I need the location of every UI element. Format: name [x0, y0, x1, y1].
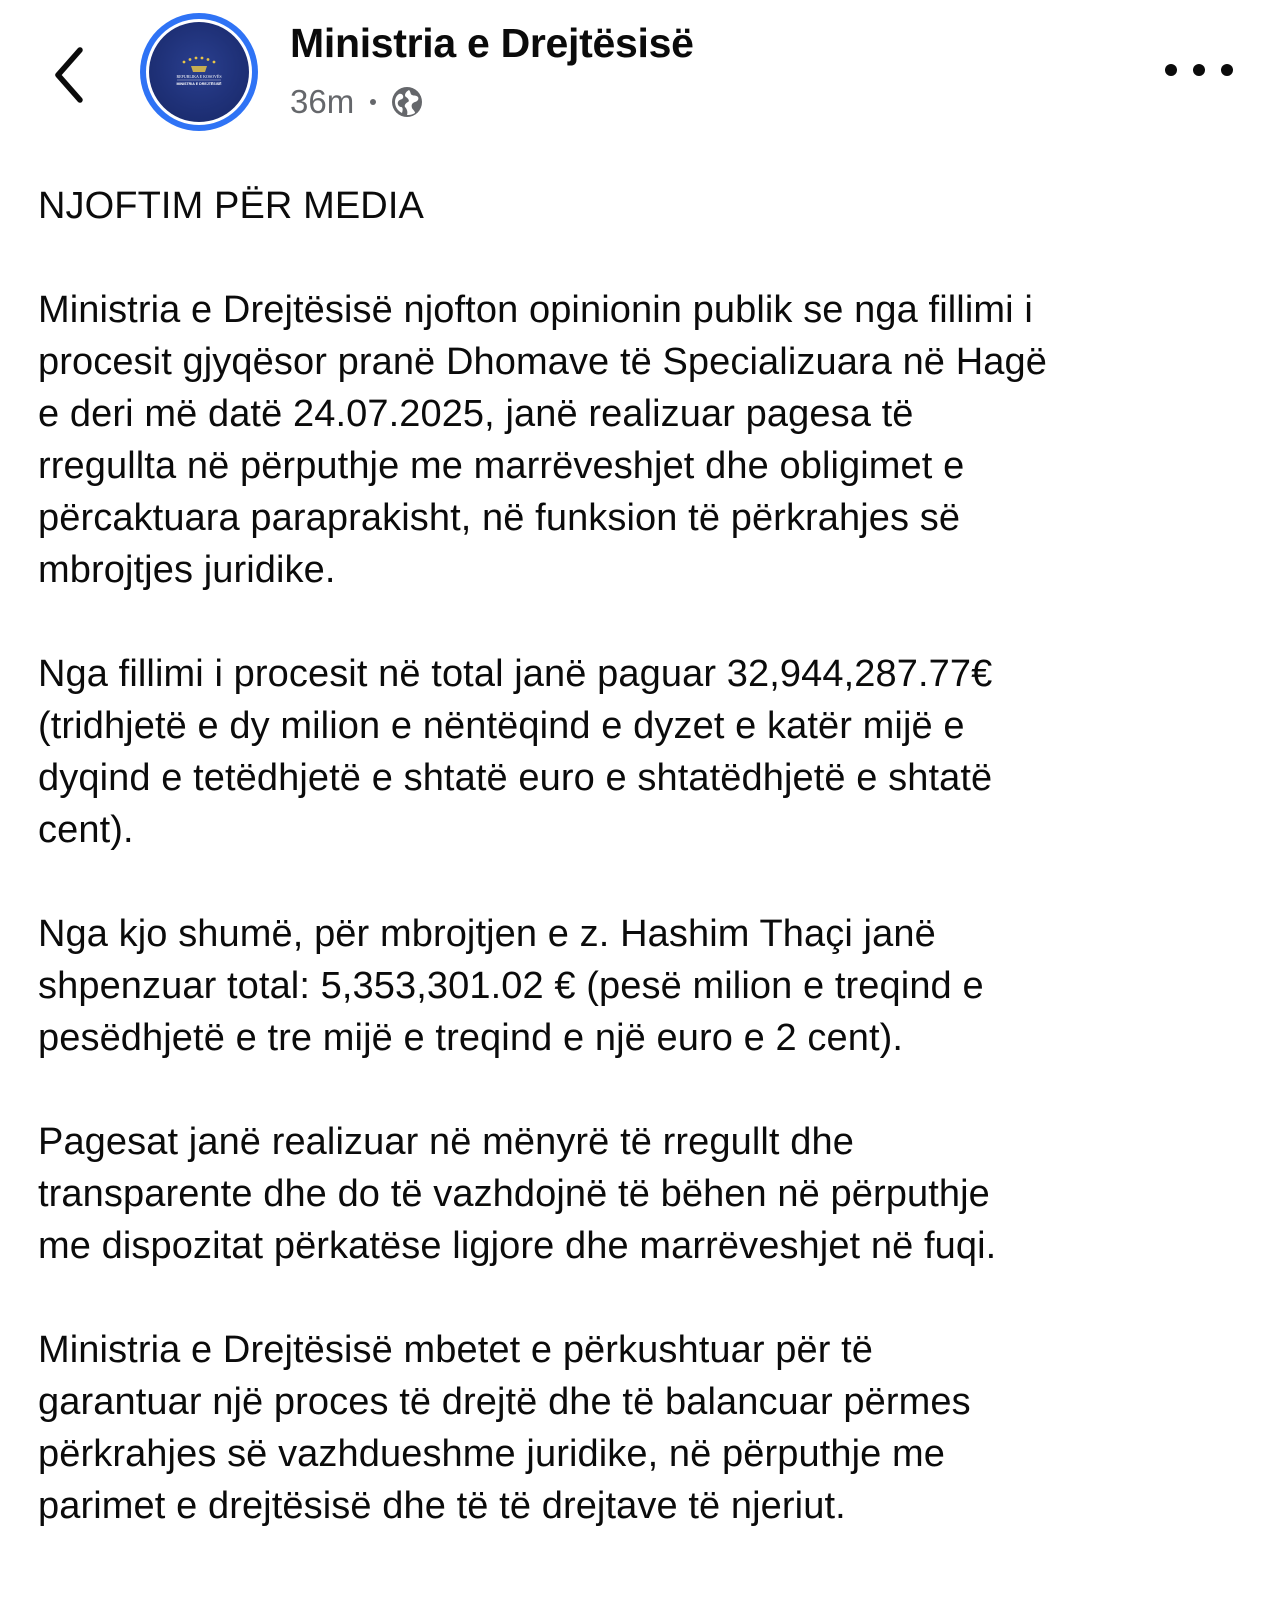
- text-line: dyqind e tetëdhjetë e shtatë euro e shtatëdhjetë e shtatë: [38, 757, 993, 799]
- text-line: përkrahjes së vazhdueshme juridike, në përputhje me: [38, 1433, 946, 1475]
- text-line: procesit gjyqësor pranë Dhomave të Specializuara në Hagë: [38, 341, 1047, 383]
- text-line: Ministria e Drejtësisë mbetet e përkushtuar për të: [38, 1329, 874, 1371]
- globe-icon[interactable]: [390, 85, 424, 119]
- post-meta: [290, 80, 424, 124]
- chevron-left-icon: [44, 40, 100, 110]
- post-header: [0, 0, 1284, 150]
- page-name[interactable]: Ministria e Drejtësisë: [290, 20, 694, 66]
- text-line: pesëdhjetë e tre mijë e treqind e një euro e 2 cent).: [38, 1017, 904, 1059]
- text-line: me dispozitat përkatëse ligjore dhe marrëveshjet në fuqi.: [38, 1225, 997, 1267]
- text-line: garantuar një proces të drejtë dhe të balancuar përmes: [38, 1381, 971, 1423]
- back-button[interactable]: [44, 40, 100, 110]
- separator-dot: [370, 99, 376, 105]
- paragraph: [38, 1324, 1238, 1532]
- post-heading: [38, 180, 1238, 232]
- more-options-button[interactable]: [1160, 50, 1238, 90]
- text-line: rregullta në përputhje me marrëveshjet dhe obligimet e: [38, 445, 965, 487]
- post-text: [38, 180, 1238, 1584]
- text-line: përcaktuara paraprakisht, në funksion të përkrahjes së: [38, 497, 961, 539]
- paragraph: [38, 908, 1238, 1064]
- text-line: (tridhjetë e dy milion e nëntëqind e dyzet e katër mijë e: [38, 705, 965, 747]
- text-line: Nga kjo shumë, për mbrojtjen e z. Hashim Thaçi janë: [38, 913, 936, 955]
- text-line: mbrojtjes juridike.: [38, 549, 336, 591]
- paragraph: [38, 284, 1238, 596]
- text-line: NJOFTIM PËR MEDIA: [38, 185, 424, 227]
- text-line: Pagesat janë realizuar në mënyrë të rregullt dhe: [38, 1121, 854, 1163]
- logo-text-top: REPUBLIKA E KOSOVËS: [176, 74, 222, 79]
- text-line: Ministria e Drejtësisë njofton opinionin publik se nga fillimi i: [38, 289, 1033, 331]
- paragraph: [38, 1116, 1238, 1272]
- text-line: cent).: [38, 809, 134, 851]
- text-line: shpenzuar total: 5,353,301.02 € (pesë milion e treqind e: [38, 965, 984, 1007]
- logo-text-bottom: MINISTRIA E DREJTËSISË: [176, 82, 222, 86]
- ministry-logo: [149, 22, 249, 122]
- text-line: e deri më datë 24.07.2025, janë realizuar pagesa të: [38, 393, 914, 435]
- text-line: transparente dhe do të vazhdojnë të bëhen në përputhje: [38, 1173, 990, 1215]
- paragraph: [38, 648, 1238, 856]
- text-line: Nga fillimi i procesit në total janë paguar 32,944,287.77€: [38, 653, 993, 695]
- avatar-ring-gap: [146, 19, 252, 125]
- avatar[interactable]: [140, 13, 258, 131]
- more-horizontal-icon: [1160, 50, 1238, 90]
- text-line: parimet e drejtësisë dhe të të drejtave të njeriut.: [38, 1485, 846, 1527]
- post-time[interactable]: 36m: [290, 83, 355, 120]
